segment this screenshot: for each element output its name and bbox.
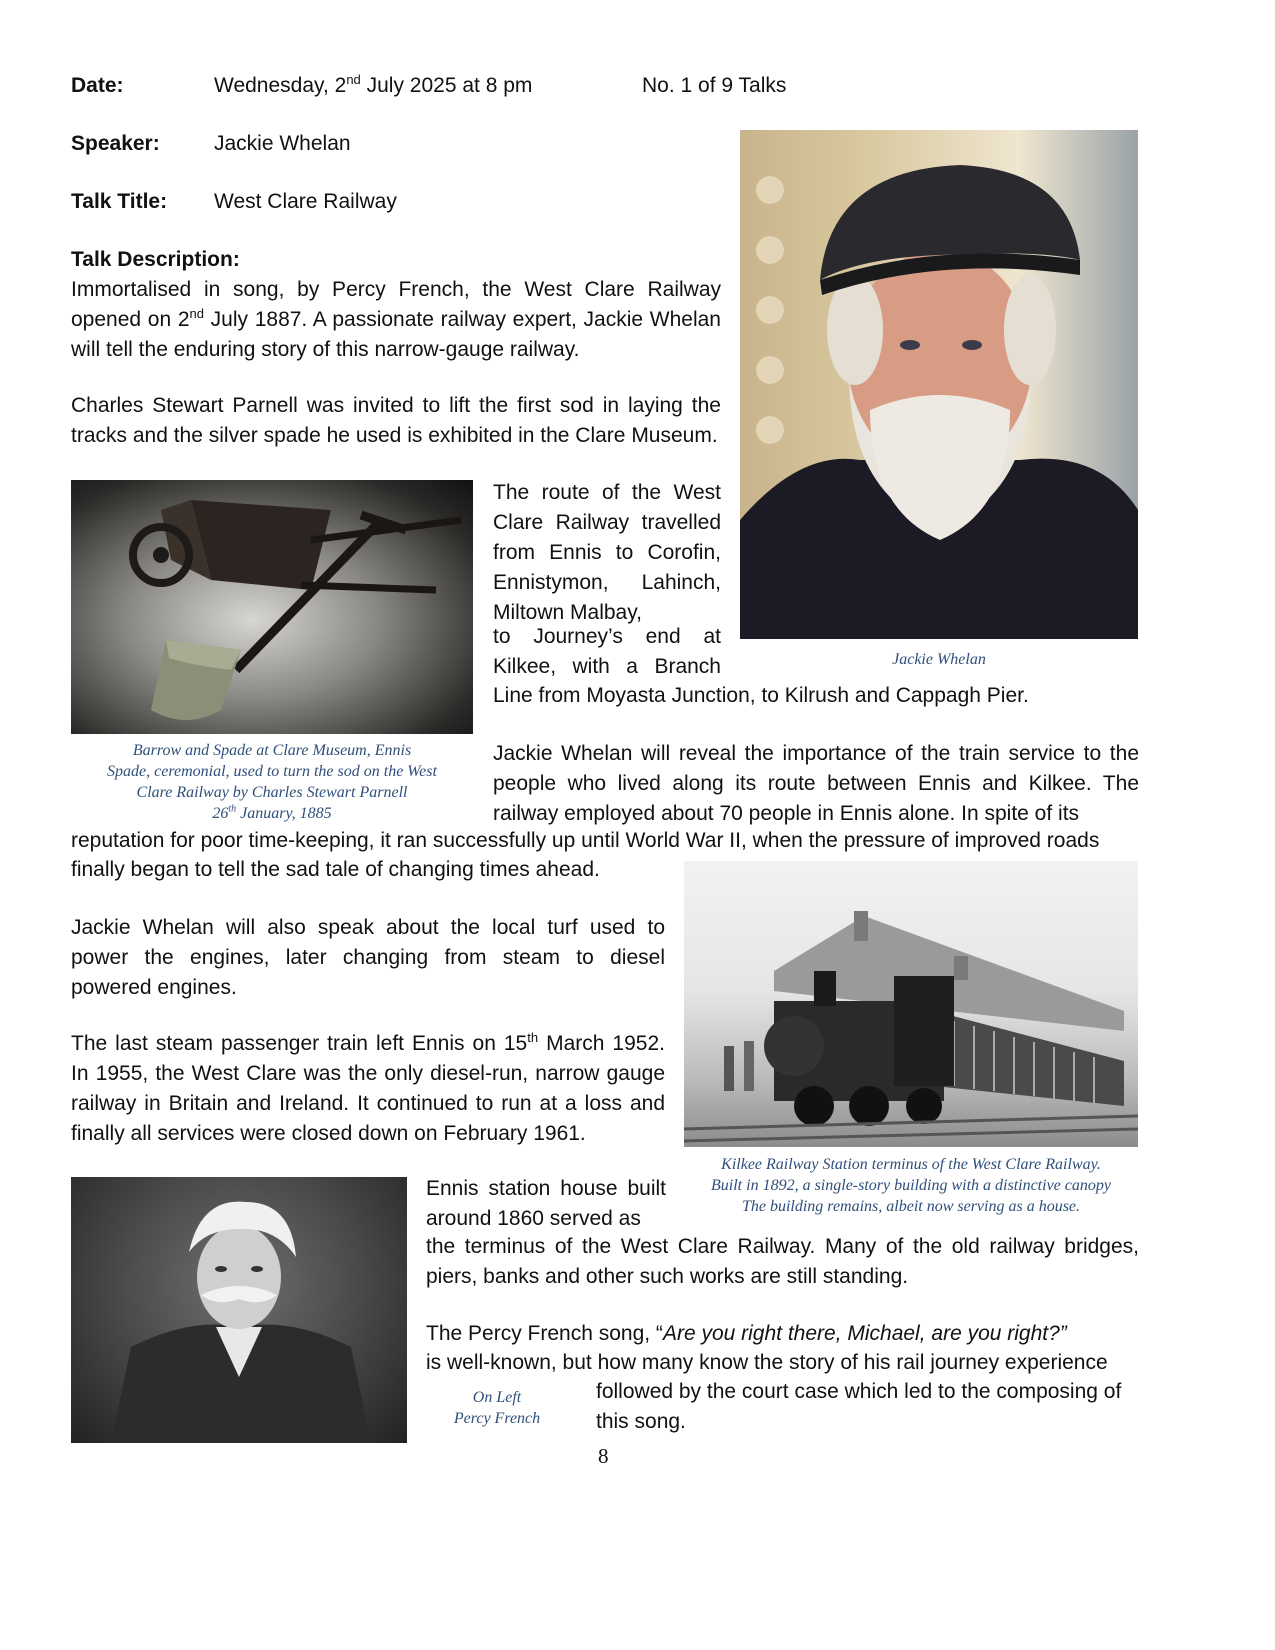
kilkee-caption-line-3: The building remains, albeit now serving as a house. xyxy=(741,1198,1081,1215)
barrow-spade-photo xyxy=(71,480,473,734)
kilkee-caption-line-1: Kilkee Railway Station terminus of the West Clare Railway. xyxy=(721,1156,1101,1173)
paragraph-parnell: Charles Stewart Parnell was invited to lift the first sod in laying the tracks and the silver spade he used is exhibited in the Clare Museum. xyxy=(71,394,721,447)
paragraph-percy-song-line2: is well-known, but how many know the story of his rail journey experience xyxy=(426,1351,1108,1374)
paragraph-turf: Jackie Whelan will also speak about the local turf used to power the engines, later changing from steam to diesel powered engines. xyxy=(71,916,665,999)
kilkee-train-photo xyxy=(684,861,1138,1147)
paragraph-last-steam: The last steam passenger train left Ennis on 15th March 1952. In 1955, the West Clare was the only diesel-run, narrow gauge railway in Britain and Ireland. It continued to run at a loss and finally all services were closed down on February 1961. xyxy=(71,1030,665,1145)
paragraph-ennis-station: Ennis station house built around 1860 served as xyxy=(426,1177,666,1230)
paragraph-route-end: Line from Moyasta Junction, to Kilrush and Cappagh Pier. xyxy=(493,684,1029,707)
percy-caption-line-2: Percy French xyxy=(453,1410,541,1427)
paragraph-percy-song: The Percy French song, “Are you right there, Michael, are you right?” xyxy=(426,1322,1067,1345)
spade-caption-line: Spade, ceremonial, used to turn the sod on the West xyxy=(107,763,437,780)
percy-french-caption xyxy=(430,1387,564,1429)
kilkee-caption-line-2: Built in 1892, a single-story building with a distinctive canopy xyxy=(711,1177,1111,1194)
paragraph-importance-full: reputation for poor time-keeping, it ran successfully up until World War II, when the pressure of improved roads xyxy=(71,829,1100,852)
parnell-caption-line: Clare Railway by Charles Stewart Parnell xyxy=(136,784,408,801)
paragraph-importance-last: finally began to tell the sad tale of changing times ahead. xyxy=(71,858,600,881)
paragraph-route: The route of the West Clare Railway travelled from Ennis to Corofin, Ennistymon, Lahinch, Miltown Malbay, xyxy=(493,481,721,624)
paragraph-percy-song-end: followed by the court case which led to the composing of this song. xyxy=(596,1380,1122,1433)
page-number: 8 xyxy=(598,1444,609,1468)
paragraph-route-continued: to Journey’s end at Kilkee, with a Branch xyxy=(493,625,721,678)
date-caption-line: 26th January, 1885 xyxy=(212,803,332,822)
talk-title-label: Talk Title: xyxy=(71,190,168,213)
description-label: Talk Description: xyxy=(71,248,240,271)
speaker-label: Speaker: xyxy=(71,132,160,155)
paragraph-intro: Immortalised in song, by Percy French, the West Clare Railway opened on 2nd July 1887. A passionate railway expert, Jackie Whelan will tell the enduring story of this narrow-gauge railway. xyxy=(71,278,721,361)
barrow-caption-line: Barrow and Spade at Clare Museum, Ennis xyxy=(132,742,412,759)
percy-french-photo xyxy=(71,1177,407,1443)
paragraph-ennis-station-continued: the terminus of the West Clare Railway. Many of the old railway bridges, piers, banks and other such works are still standing. xyxy=(426,1235,1139,1288)
date-value: Wednesday, 2nd July 2025 at 8 pm xyxy=(214,72,533,97)
jackie-whelan-photo xyxy=(740,130,1138,639)
talk-number: No. 1 of 9 Talks xyxy=(642,74,787,97)
date-label: Date: xyxy=(71,74,124,97)
speaker-value: Jackie Whelan xyxy=(214,132,351,155)
jackie-whelan-caption: Jackie Whelan xyxy=(892,651,986,668)
kilkee-caption xyxy=(684,1154,1138,1217)
talk-title-value: West Clare Railway xyxy=(214,190,397,213)
percy-caption-line-1: On Left xyxy=(472,1389,522,1406)
paragraph-importance: Jackie Whelan will reveal the importance of the train service to the people who lived along its route between Ennis and Kilkee. The railway employed about 70 people in Ennis alone. In spite of its xyxy=(493,742,1139,825)
barrow-spade-caption xyxy=(71,740,473,824)
